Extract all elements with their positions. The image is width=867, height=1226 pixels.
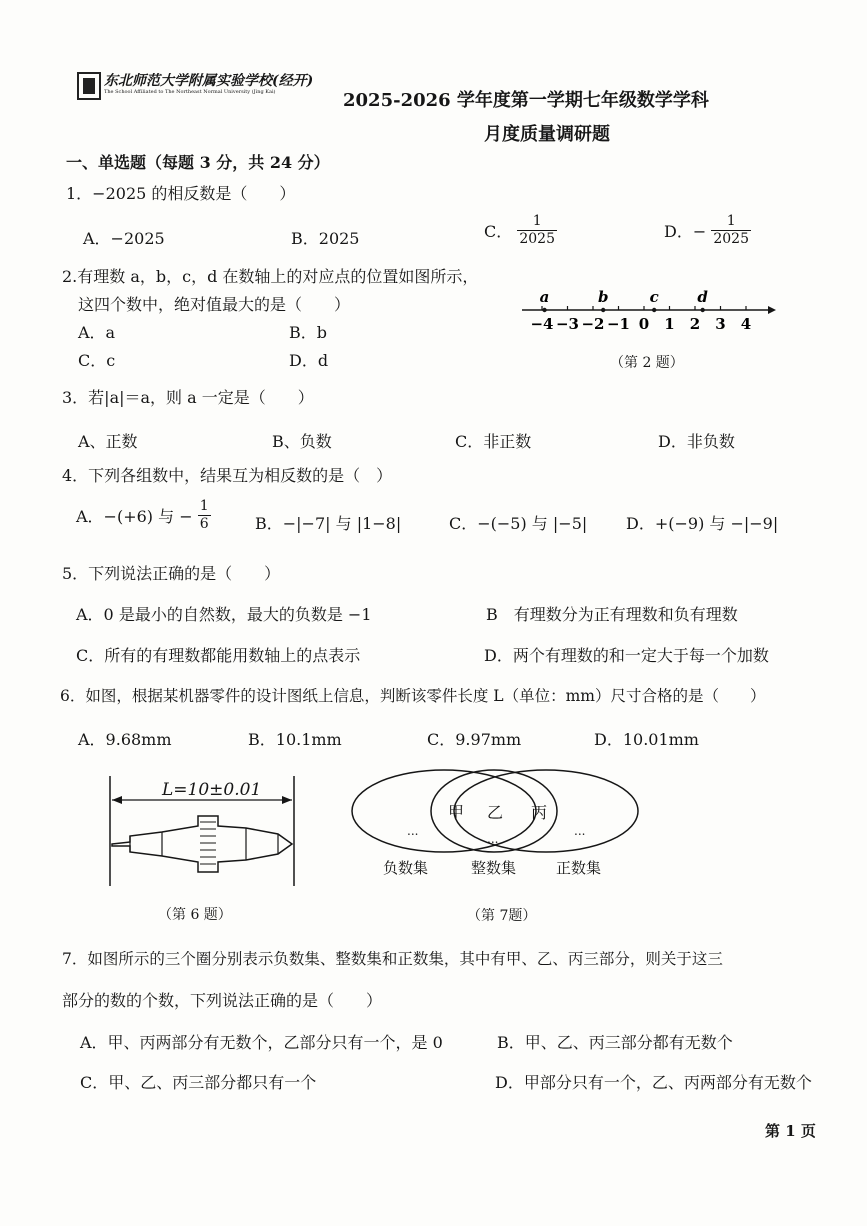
q7-option-a: A．甲、丙两部分有无数个，乙部分只有一个，是 0 [80, 1033, 443, 1052]
region-jia: 甲 [448, 803, 465, 822]
q6-stem: 6．如图，根据某机器零件的设计图纸上信息，判断该零件长度 L（单位：mm）尺寸合格的是（ ） [60, 687, 766, 705]
number-line-tick-label: 3 [715, 315, 726, 333]
q1-option-c-label: C． [484, 222, 513, 241]
q5-option-c: C．所有的有理数都能用数轴上的点表示 [76, 646, 361, 665]
number-line-tick-label: −4 [530, 315, 554, 333]
q5-option-a: A．0 是最小的自然数，最大的负数是 −1 [76, 605, 372, 624]
q7-stem-line2: 部分的数的个数，下列说法正确的是（ ） [62, 991, 383, 1010]
q7-option-c: C．甲、乙、丙三部分都只有一个 [80, 1073, 317, 1092]
number-line-tick-label: −3 [555, 315, 580, 333]
number-line-point [542, 308, 546, 312]
negative-set-circle [352, 770, 536, 852]
fraction-denominator: 6 [199, 516, 209, 532]
q6-option-a: A．9.68mm [78, 730, 172, 749]
q1-option-d [664, 213, 751, 248]
region-bing: 丙 [531, 803, 548, 822]
q3-stem: 3．若|a|＝a，则 a 一定是（ ） [62, 388, 314, 407]
number-line-tick-label: 2 [689, 315, 701, 333]
number-line-tick-label: −2 [581, 315, 605, 333]
number-line-point-label: a [539, 288, 550, 306]
q7-option-b: B．甲、乙、丙三部分都有无数个 [497, 1033, 733, 1052]
number-line-point [601, 308, 605, 312]
q2-caption: （第 2 题） [610, 355, 684, 371]
q1-option-d-fraction [711, 213, 751, 248]
number-line-point [700, 308, 704, 312]
q6-caption: （第 6 题） [158, 907, 232, 923]
q2-option-b: B．b [289, 323, 328, 342]
fraction-numerator: 1 [199, 498, 209, 514]
q1-stem: 1．−2025 的相反数是（ ） [66, 184, 296, 203]
venn-dots-left: ... [407, 824, 419, 838]
logo-english: The School Affiliated to The Northeast Normal University (Jing Kai) [104, 89, 276, 95]
school-logo [76, 70, 314, 104]
q2-stem-line1: 2.有理数 a，b，c，d 在数轴上的对应点的位置如图所示， [62, 267, 479, 286]
venn-dots-middle: ... [487, 832, 499, 846]
q2-option-d: D．d [289, 351, 329, 370]
number-line-point-label: d [697, 288, 708, 306]
venn-dots-right: ... [574, 824, 586, 838]
fraction-numerator: 1 [517, 213, 557, 231]
q6-option-d: D．10.01mm [594, 730, 699, 749]
number-line-figure [518, 284, 780, 336]
q4-stem: 4．下列各组数中，结果互为相反数的是（ ） [62, 466, 393, 485]
q1-option-a: A．−2025 [83, 229, 165, 248]
q6-option-b: B．10.1mm [248, 730, 342, 749]
page-number: 第 1 页 [765, 1122, 816, 1140]
q7-stem-line1: 7．如图所示的三个圈分别表示负数集、整数集和正数集，其中有甲、乙、丙三部分，则关于这三 [62, 950, 723, 968]
q1-option-d-label: D．− [664, 222, 707, 241]
integer-set-label: 整数集 [471, 859, 517, 877]
q5-stem: 5．下列说法正确的是（ ） [62, 564, 281, 583]
q3-option-d: D．非负数 [658, 432, 735, 451]
logo-name: 东北师范大学附属实验学校(经开) [104, 73, 314, 89]
q2-option-c: C．c [78, 351, 116, 370]
q4-option-d: D．+(−9) 与 −|−9| [626, 514, 779, 533]
region-yi: 乙 [487, 803, 504, 822]
q1-option-b: B．2025 [291, 229, 360, 248]
number-line-tick-label: 0 [638, 315, 650, 333]
q5-option-b: B 有理数分为正有理数和负有理数 [486, 605, 738, 624]
fraction-denominator: 2025 [713, 231, 749, 247]
q2-stem-line2: 这四个数中，绝对值最大的是（ ） [78, 295, 351, 314]
dimension-arrow-left-icon [112, 796, 122, 804]
gear-teeth [200, 822, 216, 864]
number-line-point-label: c [649, 288, 659, 306]
dimension-label: L=10±0.01 [162, 780, 262, 800]
number-line-tick-label: 4 [740, 315, 752, 333]
q7-option-d: D．甲部分只有一个，乙、丙两部分有无数个 [495, 1073, 812, 1092]
q3-option-b: B、负数 [272, 432, 332, 451]
dimension-arrow-right-icon [282, 796, 292, 804]
q3-option-c: C．非正数 [455, 432, 532, 451]
q4-option-c: C．−(−5) 与 |−5| [449, 514, 588, 533]
q4-option-b: B．−|−7| 与 |1−8| [255, 514, 402, 533]
section-heading: 一、单选题（每题 3 分，共 24 分） [66, 153, 330, 172]
q6-option-c: C．9.97mm [427, 730, 522, 749]
q2-option-a: A．a [78, 323, 116, 342]
fraction-denominator: 2025 [519, 231, 555, 247]
exam-subtitle: 月度质量调研题 [484, 124, 610, 145]
q4-option-a [76, 498, 211, 533]
positive-set-label: 正数集 [556, 859, 602, 877]
q4-option-a-fraction [198, 498, 211, 533]
negative-set-label: 负数集 [383, 859, 429, 877]
number-line-tick-label: −1 [606, 315, 631, 333]
q3-option-a: A、正数 [78, 432, 138, 451]
number-line-point [652, 308, 656, 312]
q1-option-c-fraction [517, 213, 557, 248]
fraction-numerator: 1 [711, 213, 751, 231]
number-line-arrow-icon [768, 306, 776, 314]
q4-option-a-label: A．−(+6) 与 − [76, 507, 193, 526]
q5-option-d: D．两个有理数的和一定大于每一个加数 [484, 646, 769, 665]
q7-caption: （第 7题） [467, 908, 537, 924]
number-line-point-label: b [597, 288, 609, 306]
q1-option-c [484, 213, 557, 248]
number-line-tick-label: 1 [664, 315, 675, 333]
exam-title: 2025-2026 学年度第一学期七年级数学学科 [343, 90, 709, 111]
